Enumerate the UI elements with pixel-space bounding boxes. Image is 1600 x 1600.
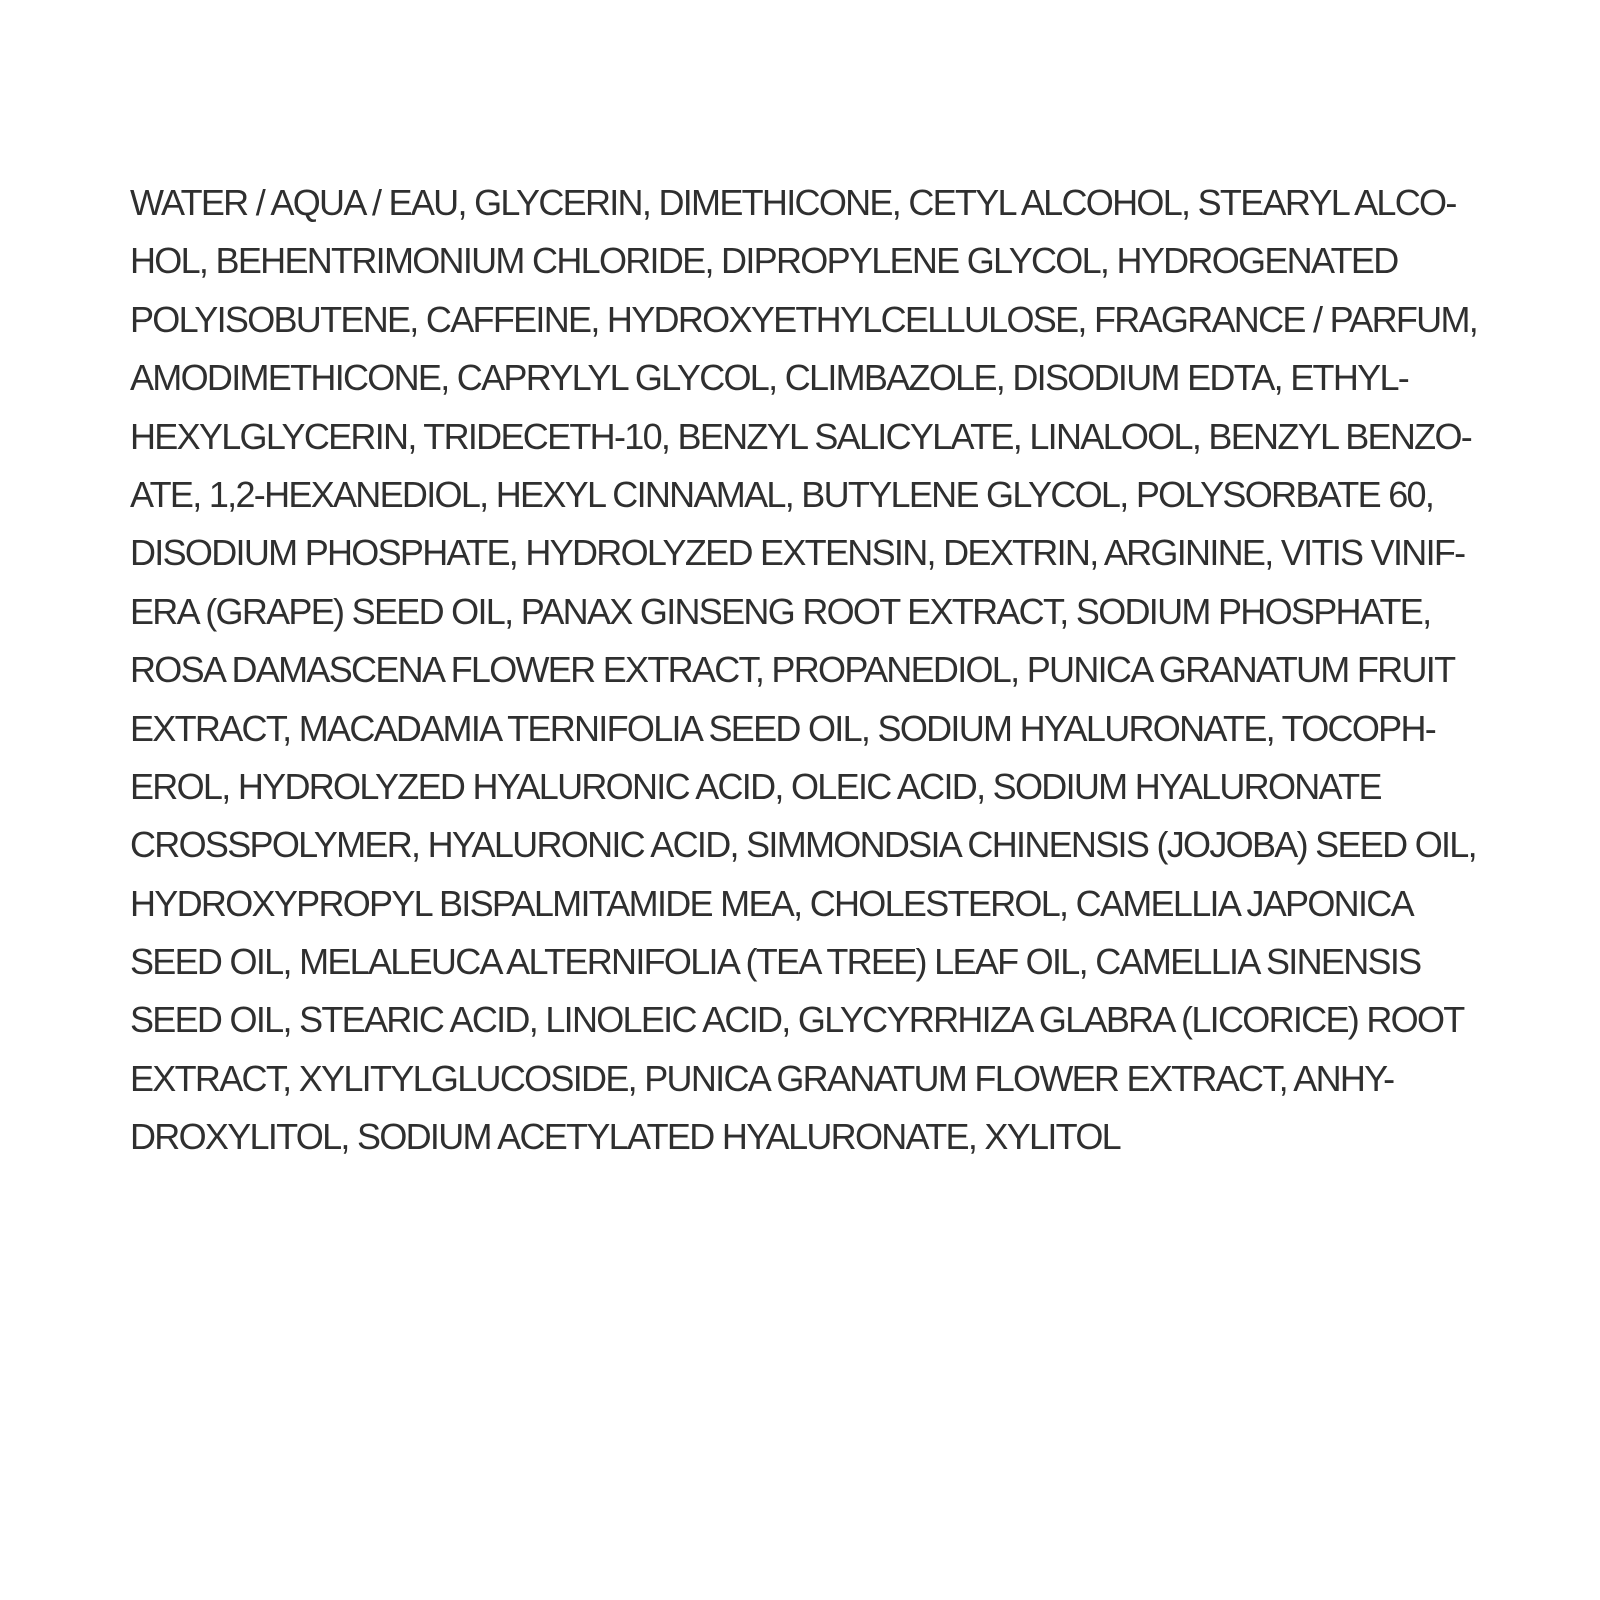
ingredient-line: CROSSPOLYMER, HYALURONIC ACID, SIMMONDSIA CHINENSIS (JOJOBA) SEED OIL, [130,824,1476,866]
ingredient-line: SEED OIL, STEARIC ACID, LINOLEIC ACID, GLYCYRRHIZA GLABRA (LICORICE) ROOT [130,999,1464,1041]
ingredient-line: DISODIUM PHOSPHATE, HYDROLYZED EXTENSIN, DEXTRIN, ARGININE, VITIS VINIF- [130,532,1465,574]
ingredient-line: POLYISOBUTENE, CAFFEINE, HYDROXYETHYLCELLULOSE, FRAGRANCE / PARFUM, [130,298,1478,340]
ingredient-line: HOL, BEHENTRIMONIUM CHLORIDE, DIPROPYLENE GLYCOL, HYDROGENATED [130,240,1398,282]
ingredient-line: ATE, 1,2-HEXANEDIOL, HEXYL CINNAMAL, BUTYLENE GLYCOL, POLYSORBATE 60, [130,473,1434,515]
ingredient-line: WATER / AQUA / EAU, GLYCERIN, DIMETHICONE, CETYL ALCOHOL, STEARYL ALCO- [130,182,1456,223]
ingredient-line: AMODIMETHICONE, CAPRYLYL GLYCOL, CLIMBAZOLE, DISODIUM EDTA, ETHYL- [130,357,1409,399]
ingredient-line: SEED OIL, MELALEUCA ALTERNIFOLIA (TEA TREE) LEAF OIL, CAMELLIA SINENSIS [130,941,1421,983]
ingredient-line: HEXYLGLYCERIN, TRIDECETH-10, BENZYL SALICYLATE, LINALOOL, BENZYL BENZO- [130,415,1472,457]
ingredient-line: EXTRACT, XYLITYLGLUCOSIDE, PUNICA GRANATUM FLOWER EXTRACT, ANHY- [130,1057,1394,1099]
ingredient-line: DROXYLITOL, SODIUM ACETYLATED HYALURONATE, XYLITOL [130,1116,1120,1158]
ingredient-line: ERA (GRAPE) SEED OIL, PANAX GINSENG ROOT EXTRACT, SODIUM PHOSPHATE, [130,590,1431,632]
ingredient-line: ROSA DAMASCENA FLOWER EXTRACT, PROPANEDIOL, PUNICA GRANATUM FRUIT [130,649,1455,691]
ingredient-list [130,174,1510,1167]
ingredient-line: EROL, HYDROLYZED HYALURONIC ACID, OLEIC ACID, SODIUM HYALURONATE [130,765,1381,807]
ingredient-line: HYDROXYPROPYL BISPALMITAMIDE MEA, CHOLESTEROL, CAMELLIA JAPONICA [130,882,1413,924]
ingredient-line: EXTRACT, MACADAMIA TERNIFOLIA SEED OIL, SODIUM HYALURONATE, TOCOPH- [130,707,1436,749]
